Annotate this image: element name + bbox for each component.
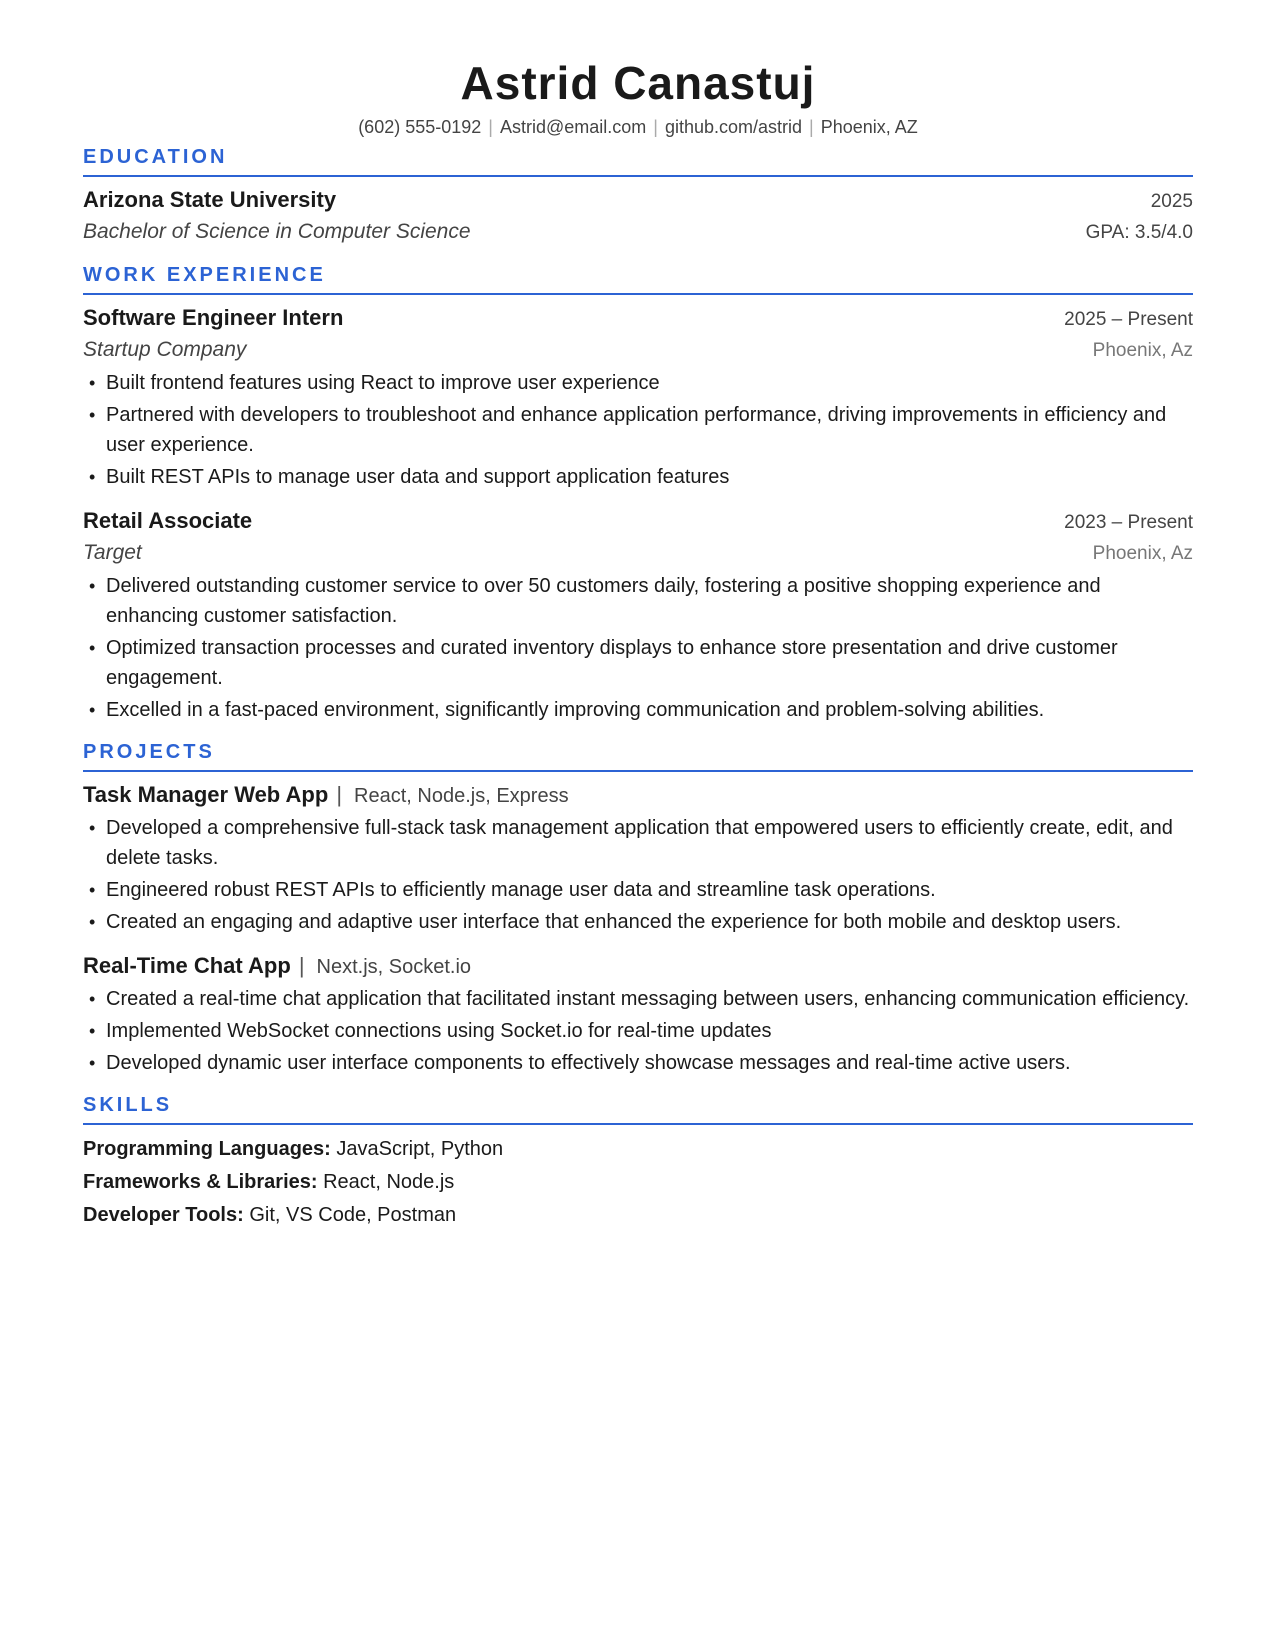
job-bullets bbox=[83, 368, 1193, 492]
bullet-item: • Built REST APIs to manage user data and support application features bbox=[83, 462, 1193, 492]
work-heading: WORK EXPERIENCE bbox=[83, 262, 1193, 295]
project-entry bbox=[83, 951, 1193, 1078]
job-role: Retail Associate bbox=[83, 508, 253, 533]
job-company: Startup Company bbox=[83, 338, 247, 361]
bullet-item: • Partnered with developers to troubleshoot and enhance application performance, driving improvements in efficiency and user experience. bbox=[83, 400, 1193, 460]
graduation-year: 2025 bbox=[1150, 191, 1193, 212]
education-entry bbox=[83, 185, 1193, 248]
contact-phone: (602) 555-0192 bbox=[358, 117, 482, 137]
job-bullets bbox=[83, 571, 1193, 725]
skill-label: Developer Tools: bbox=[83, 1204, 244, 1226]
bullet-item: • Developed a comprehensive full-stack task management application that empowered users to efficiently create, edit, and delete tasks. bbox=[83, 813, 1193, 873]
job-dates: 2025 – Present bbox=[1064, 309, 1193, 330]
bullet-item: • Created a real-time chat application that facilitated instant messaging between users, enhancing communication efficiency. bbox=[83, 984, 1193, 1014]
project-bullets bbox=[83, 984, 1193, 1078]
education-heading: EDUCATION bbox=[83, 144, 1193, 177]
bullet-item: • Developed dynamic user interface components to effectively showcase messages and real-time active users. bbox=[83, 1048, 1193, 1078]
skills-section bbox=[83, 1092, 1193, 1232]
job-location: Phoenix, Az bbox=[1092, 543, 1193, 564]
skill-row bbox=[83, 1133, 1193, 1166]
skill-label: Programming Languages: bbox=[83, 1138, 331, 1160]
skills-heading: SKILLS bbox=[83, 1092, 1193, 1125]
skill-value: JavaScript, Python bbox=[336, 1138, 504, 1160]
projects-heading: PROJECTS bbox=[83, 739, 1193, 772]
job-entry bbox=[83, 303, 1193, 492]
bullet-item: • Excelled in a fast-paced environment, significantly improving communication and problem-solving abilities. bbox=[83, 695, 1193, 725]
contact-separator: | bbox=[488, 117, 493, 137]
project-name: Real-Time Chat App bbox=[83, 953, 291, 978]
bullet-item: • Engineered robust REST APIs to efficiently manage user data and streamline task operations. bbox=[83, 875, 1193, 905]
contact-line bbox=[83, 115, 1193, 139]
project-entry bbox=[83, 780, 1193, 937]
job-dates: 2023 – Present bbox=[1064, 512, 1193, 533]
job-role: Software Engineer Intern bbox=[83, 305, 344, 330]
contact-separator: | bbox=[653, 117, 658, 137]
skill-row bbox=[83, 1166, 1193, 1199]
project-name: Task Manager Web App bbox=[83, 782, 329, 807]
contact-github: github.com/astrid bbox=[664, 117, 803, 137]
candidate-name: Astrid Canastuj bbox=[460, 57, 816, 109]
contact-email: Astrid@email.com bbox=[499, 117, 647, 137]
skill-value: React, Node.js bbox=[323, 1171, 455, 1193]
project-bullets bbox=[83, 813, 1193, 937]
bullet-item: • Built frontend features using React to improve user experience bbox=[83, 368, 1193, 398]
school-name: Arizona State University bbox=[83, 187, 337, 212]
contact-separator: | bbox=[809, 117, 814, 137]
skill-value: Git, VS Code, Postman bbox=[249, 1204, 457, 1226]
bullet-item: • Optimized transaction processes and curated inventory displays to enhance store presentation and drive customer engagement. bbox=[83, 633, 1193, 693]
job-location: Phoenix, Az bbox=[1092, 340, 1193, 361]
project-tech: Next.js, Socket.io bbox=[316, 956, 472, 978]
bullet-item: • Delivered outstanding customer service to over 50 customers daily, fostering a positive shopping experience and enhancing customer satisfaction. bbox=[83, 571, 1193, 631]
gpa: GPA: 3.5/4.0 bbox=[1085, 222, 1193, 243]
skill-label: Frameworks & Libraries: bbox=[83, 1171, 318, 1193]
degree: Bachelor of Science in Computer Science bbox=[83, 220, 471, 243]
skills-list bbox=[83, 1133, 1193, 1232]
job-company: Target bbox=[83, 541, 142, 564]
contact-location: Phoenix, AZ bbox=[820, 117, 918, 137]
education-section bbox=[83, 144, 1193, 248]
job-entry bbox=[83, 506, 1193, 725]
bullet-item: • Implemented WebSocket connections using Socket.io for real-time updates bbox=[83, 1016, 1193, 1046]
resume-page bbox=[83, 55, 1193, 1232]
projects-section bbox=[83, 739, 1193, 1078]
skill-row bbox=[83, 1199, 1193, 1232]
work-section bbox=[83, 262, 1193, 725]
project-separator: | bbox=[298, 953, 305, 978]
bullet-item: • Created an engaging and adaptive user interface that enhanced the experience for both mobile and desktop users. bbox=[83, 907, 1193, 937]
project-separator: | bbox=[336, 782, 343, 807]
project-tech: React, Node.js, Express bbox=[354, 785, 569, 807]
